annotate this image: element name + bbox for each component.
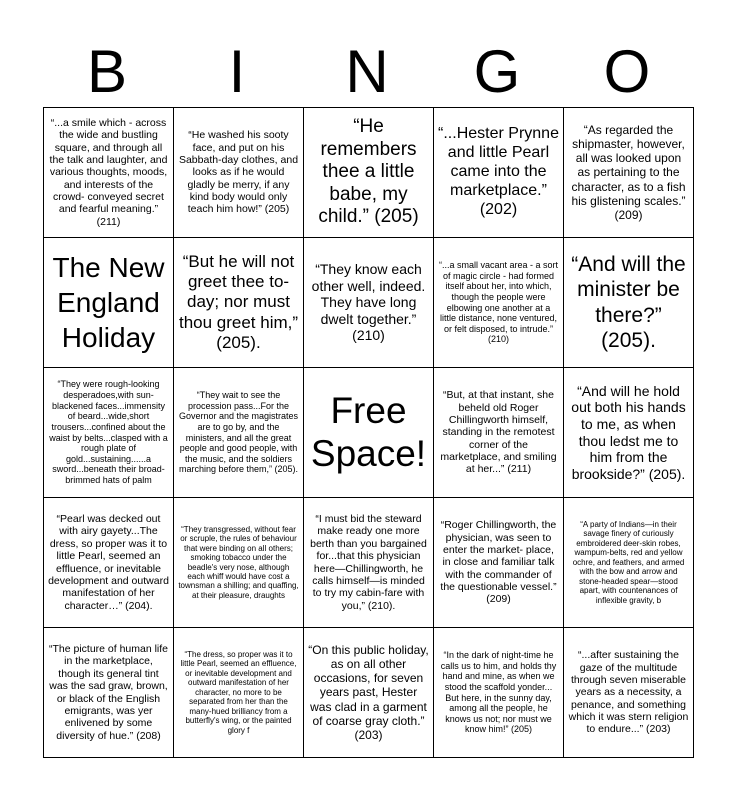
cell-text: “And will the minister be there?” (205).: [571, 253, 686, 352]
title-letter-n: N: [345, 38, 391, 105]
bingo-cell[interactable]: [44, 498, 174, 628]
card-row-5: [44, 628, 694, 758]
title-letter-g: G: [473, 38, 523, 105]
bingo-cell[interactable]: [564, 108, 694, 238]
cell-text: “As regarded the shipmaster, however, all was looked upon as pertaining to the character, as to a fish his glistening scales.” (209): [571, 122, 686, 222]
bingo-cell[interactable]: [564, 498, 694, 628]
bingo-cell[interactable]: [174, 238, 304, 368]
bingo-title: [43, 36, 693, 108]
cell-text: “...a small vacant area - a sort of magic circle - had formed itself about her, into which, though the people were elbowing one another at a little distance, none ventured, or felt disposed, to intrude.” (210): [438, 260, 559, 345]
free-space-cell[interactable]: [304, 368, 434, 498]
bingo-cell[interactable]: [564, 238, 694, 368]
cell-text: “...Hester Prynne and little Pearl came into the marketplace.” (202): [438, 125, 559, 218]
bingo-cell[interactable]: [434, 238, 564, 368]
bingo-cell[interactable]: [174, 498, 304, 628]
bingo-cell[interactable]: [174, 368, 304, 498]
cell-text: “They transgressed, without fear or scruple, the rules of behaviour that were binding on all others; smoking tobacco under the beadle's very nose, although each whiff would have cost a townsman a shilling; and quaffing, at their pleasure, draughts: [178, 524, 299, 600]
card-row-2: [44, 238, 694, 368]
cell-text: “They know each other well, indeed. They have long dwelt together.” (210): [311, 261, 426, 344]
cell-text: “But, at that instant, she beheld old Roger Chillingworth himself, standing in the remotest corner of the marketplace, and smiling at her...” (211): [440, 389, 557, 476]
cell-text: “He remembers thee a little babe, my child.” (205): [318, 116, 419, 228]
bingo-cell[interactable]: [304, 628, 434, 758]
free-space-text: Free Space!: [310, 389, 427, 474]
title-letter-i: I: [228, 38, 248, 105]
bingo-cell[interactable]: [434, 628, 564, 758]
bingo-cell[interactable]: [44, 628, 174, 758]
cell-text: “I must bid the steward make ready one more berth than you bargained for...that this physician here—Chillingworth, he calls himself—is minded to try my cabin-fare with you,” (210).: [310, 513, 427, 612]
cell-text: “On this public holiday, as on all other occasions, for seven years past, Hester was clad in a garment of coarse gray cloth.” (203): [308, 642, 429, 742]
bingo-cell[interactable]: [44, 108, 174, 238]
card-row-1: [44, 108, 694, 238]
title-letter-o: O: [603, 38, 653, 105]
bingo-cell[interactable]: [44, 368, 174, 498]
cell-text: “But he will not greet thee to- day; nor must thou greet him,” (205).: [178, 252, 299, 352]
card-row-3: [44, 368, 694, 498]
cell-text: “He washed his sooty face, and put on his Sabbath-day clothes, and looks as if he would gladly be merry, if any kind body would only teach him how!” (205): [178, 129, 299, 216]
bingo-card: [43, 107, 694, 758]
cell-text: “And will he hold out both his hands to me, as when thou ledst me to him from the brookside?” (205).: [571, 382, 686, 482]
bingo-cell[interactable]: [304, 238, 434, 368]
cell-text: “The dress, so proper was it to little Pearl, seemed an effluence, or inevitable development and outward manifestation of her character, no more to be separated from her than the many-hued brilliancy from a butterfly's wing, or the painted glory f: [180, 650, 297, 735]
bingo-cell[interactable]: [304, 108, 434, 238]
bingo-cell[interactable]: [304, 498, 434, 628]
bingo-cell[interactable]: [174, 108, 304, 238]
cell-text: “They were rough-looking desperadoes,with sun- blackened faces...immensity of beard...wide,short trousers...confined about the waist by belts...clasped with a rough plate of gold...sustaining......a sword...beneath their broad- brimmed hats of palm: [49, 379, 168, 485]
bingo-cell[interactable]: [434, 108, 564, 238]
cell-text: “In the dark of night-time he calls us to him, and holds thy hand and mine, as when we stood the scaffold yonder... But here, in the sunny day, among all the people, he knows us not; nor must we know him!” (205): [440, 650, 557, 735]
cell-text: “Pearl was decked out with airy gayety...The dress, so proper was it to little Pearl, seemed an effluence, or inevitable development and outward manifestation of her character…” (204).: [48, 513, 169, 612]
bingo-cell[interactable]: [434, 498, 564, 628]
title-letter-b: B: [86, 38, 130, 105]
cell-text: “Roger Chillingworth, the physician, was seen to enter the market- place, in close and familiar talk with the commander of the questionable vessel.” (209): [440, 519, 557, 606]
cell-text: “The picture of human life in the marketplace, though its general tint was the sad graw, brown, or black of the English emigrants, was yer enlivened by some diversity of hue.” (208): [48, 643, 169, 742]
bingo-cell[interactable]: [434, 368, 564, 498]
bingo-cell[interactable]: [564, 368, 694, 498]
bingo-cell[interactable]: [174, 628, 304, 758]
cell-text: “...after sustaining the gaze of the multitude through seven miserable years as a necessity, a penance, and something which it was stern religion to endure...” (203): [568, 649, 689, 736]
cell-text: “They wait to see the procession pass...For the Governor and the magistrates are to go by, and the ministers, and all the great people and good people, with the music, and the soldiers marching before them,” (205).: [178, 390, 299, 475]
cell-text: “A party of Indians—in their savage finery of curiously embroidered deer-skin robes, wampum-belts, red and yellow ochre, and feathers, and armed with the bow and arrow and stone-headed spear—stood apart, with countenances of inflexible gravity, b: [572, 520, 685, 605]
card-row-4: [44, 498, 694, 628]
cell-text: The New England Holiday: [52, 252, 165, 353]
bingo-cell[interactable]: [564, 628, 694, 758]
bingo-cell[interactable]: [44, 238, 174, 368]
cell-text: “...a smile which - across the wide and bustling square, and through all the talk and laughter, and various thoughts, moods, and interests of the crowd- conveyed secret and fearful meaning.” (211): [49, 116, 168, 228]
